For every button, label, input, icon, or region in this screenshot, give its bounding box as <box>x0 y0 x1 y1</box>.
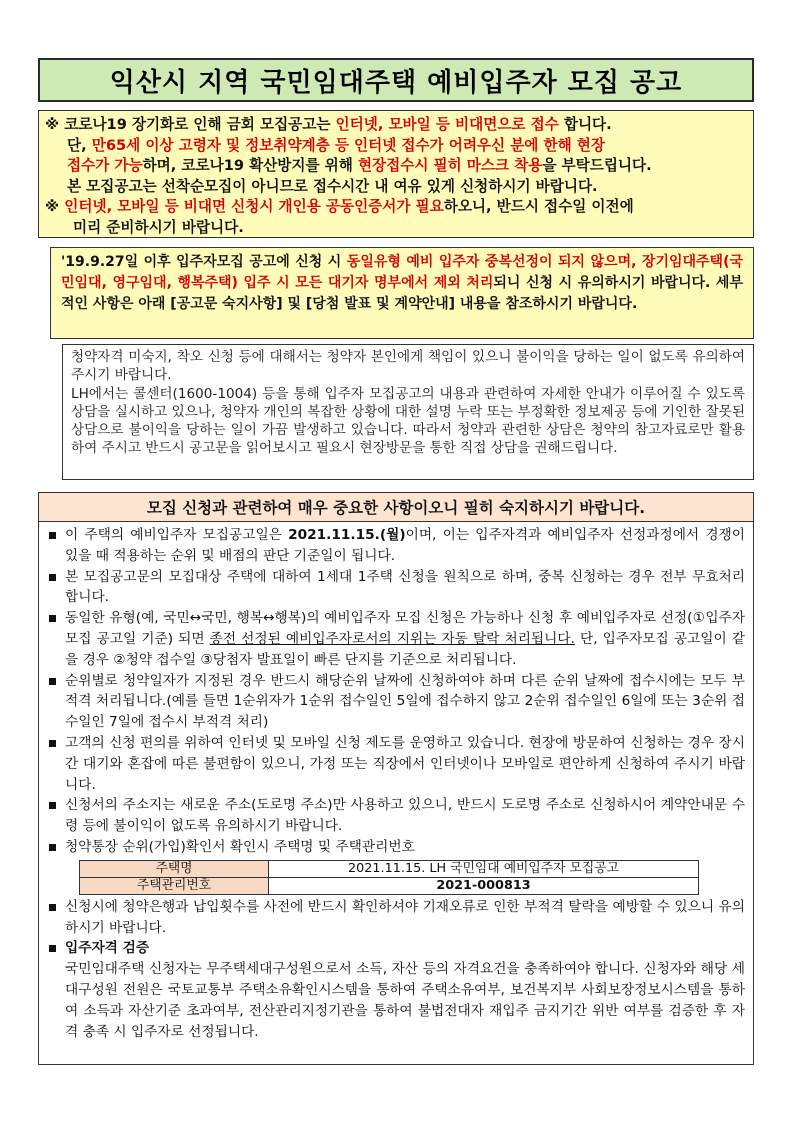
table-cell-value: 2021-000813 <box>269 877 699 894</box>
notice1-line5: ※ 인터넷, 모바일 등 비대면 신청시 개인용 공동인증서가 필요하오니, 반드시 접수일 이전에 <box>45 198 634 216</box>
notice1-line1: ※ 코로나19 장기화로 인해 금회 모집공고는 인터넷, 모바일 등 비대면으로 접수 합니다. <box>45 116 612 133</box>
list-item: 고객의 신청 편의를 위하여 인터넷 및 모바일 신청 제도를 운영하고 있습니다. 현장에 방문하여 신청하는 경우 장시간 대기와 혼잡에 따른 불편함이 있으니, 가정 또는 직장에서 인터넷이나 모바일로 편안하게 신청하여 주시기 바랍니다. <box>47 733 745 795</box>
bullet-icon <box>49 802 56 809</box>
list-item: 입주자격 검증 <box>47 938 745 959</box>
covid-notice <box>38 110 754 238</box>
list-item: 신청서의 주소지는 새로운 주소(도로명 주소)만 사용하고 있으니, 반드시 도로명 주소로 신청하시어 계약안내문 수령 등에 불이익이 없도록 유의하시기 바랍니다. <box>47 795 745 837</box>
textbox-para2: LH에서는 콜센터(1600-1004) 등을 통해 입주자 모집공고의 내용과 관련하여 자세한 안내가 이루어질 수 있도록 상담을 실시하고 있으나, 청약자 개인의 복잡한 상황에 대한 설명 누락 또는 부정확한 정보제공 등에 기인한 잘못된 상담으로 불이익을 당하는 일이 가끔 발생하고 있습니다. 따라서 청약과 관련한 상담은 청약의 참고자료로만 활용하여 주시고 반드시 공고문을 읽어보시고 필요시 현장방문을 통한 직접 상담을 권해드립니다. <box>71 385 745 457</box>
page-title: 익산시 지역 국민임대주택 예비입주자 모집 공고 <box>109 67 683 98</box>
list-item: 본 모집공고문의 모집대상 주택에 대하여 1세대 1주택 신청을 원칙으로 하며, 중복 신청하는 경우 전부 무효처리 합니다. <box>47 567 745 609</box>
notice1-line3: 접수가 가능하며, 코로나19 확산방지를 위해 현장접수시 필히 마스크 착용을 부탁드립니다. <box>67 157 652 175</box>
table-cell-label: 주택명 <box>80 860 269 877</box>
bullet-icon <box>49 945 56 952</box>
bullet-icon <box>49 532 56 539</box>
consultation-notice <box>62 344 754 480</box>
notice1-line2: 단, 만65세 이상 고령자 및 정보취약계층 등 인터넷 접수가 어려우신 분에 한해 현장 <box>67 136 605 154</box>
bullet-icon <box>49 678 56 685</box>
title-banner <box>38 58 754 102</box>
notice1-line6: 미리 준비하시기 바랍니다. <box>73 218 244 236</box>
textbox-para1: 청약자격 미숙지, 착오 신청 등에 대해서는 청약자 본인에게 책임이 있으니 불이익을 당하는 일이 없도록 유의하여 주시기 바랍니다. <box>71 349 745 384</box>
notice1-line4: 본 모집공고는 선착순모집이 아니므로 접수시간 내 여유 있게 신청하시기 바랍니다. <box>67 177 598 195</box>
eligibility-text: 국민임대주택 신청자는 무주택세대구성원으로서 소득, 자산 등의 자격요건을 충족하여야 합니다. 신청자와 해당 세대구성원 전원은 국토교통부 주택소유확인시스템을 통하여 주택소유여부, 보건복지부 사회보장정보시스템을 통하여 소득과 자산기준 초과여부, 전산관리지정기관을 통하여 불법전대자 재입주 금지기간 위반 여부를 검증한 후 자격 충족 시 입주자로 선정됩니다. <box>65 961 745 1040</box>
list-item: 신청시에 청약은행과 납입횟수를 사전에 반드시 확인하셔야 기재오류로 인한 부적격 탈락을 예방할 수 있으니 유의하시기 바랍니다. <box>47 897 745 939</box>
list-item: 청약통장 순위(가입)확인서 확인시 주택명 및 주택관리번호 <box>47 837 745 858</box>
duplicate-selection-notice <box>50 247 754 339</box>
notice2-text: '19.9.27일 이후 입주자모집 공고에 신청 시 동일유형 예비 입주자 중복선정이 되지 않으며, 장기임대주택(국민임대, 영구임대, 행복주택) 입주 시 모든 대기자 명부에서 제외 처리되니 신청 시 유의하시기 바랍니다. 세부적인 사항은 아래 [공고문 숙지사항] 및 [당첨 발표 및 계약안내] 내용을 참조하시기 바랍니다. <box>61 254 743 312</box>
table-row <box>80 860 699 877</box>
important-body <box>38 521 754 1065</box>
housing-info-table <box>79 860 699 895</box>
bullet-icon <box>49 904 56 911</box>
important-header: 모집 신청과 관련하여 매우 중요한 사항이오니 필히 숙지하시기 바랍니다. <box>38 492 754 522</box>
bullet-icon <box>49 740 56 747</box>
table-row <box>80 877 699 894</box>
list-item: 이 주택의 예비입주자 모집공고일은 2021.11.15.(월)이며, 이는 입주자격과 예비입주자 선정과정에서 경쟁이 있을 때 적용하는 순위 및 배점의 판단 기준일이 됩니다. <box>47 525 745 567</box>
list-item: 동일한 유형(예, 국민↔국민, 행복↔행복)의 예비입주자 모집 신청은 가능하나 신청 후 예비입주자로 선정(①입주자모집 공고일 기준) 되면 종전 선정된 예비입주자로서의 지위는 자동 탈락 처리됩니다. 단, 입주자모집 공고일이 같을 경우 ②청약 접수일 ③당첨자 발표일이 빠른 단지를 기준으로 처리됩니다. <box>47 608 745 670</box>
bullet-icon <box>49 844 56 851</box>
bullet-icon <box>49 615 56 622</box>
table-cell-label: 주택관리번호 <box>80 877 269 894</box>
bullet-icon <box>49 574 56 581</box>
table-cell-value: 2021.11.15. LH 국민임대 예비입주자 모집공고 <box>269 860 699 877</box>
list-item: 순위별로 청약일자가 지정된 경우 반드시 해당순위 날짜에 신청하여야 하며 다른 순위 날짜에 접수시에는 모두 부적격 처리됩니다.(예를 들면 1순위자가 1순위 접수일인 5일에 접수하지 않고 2순위 접수일인 6일에 또는 3순위 접수일인 7일에 접수시 부적격 처리) <box>47 671 745 733</box>
